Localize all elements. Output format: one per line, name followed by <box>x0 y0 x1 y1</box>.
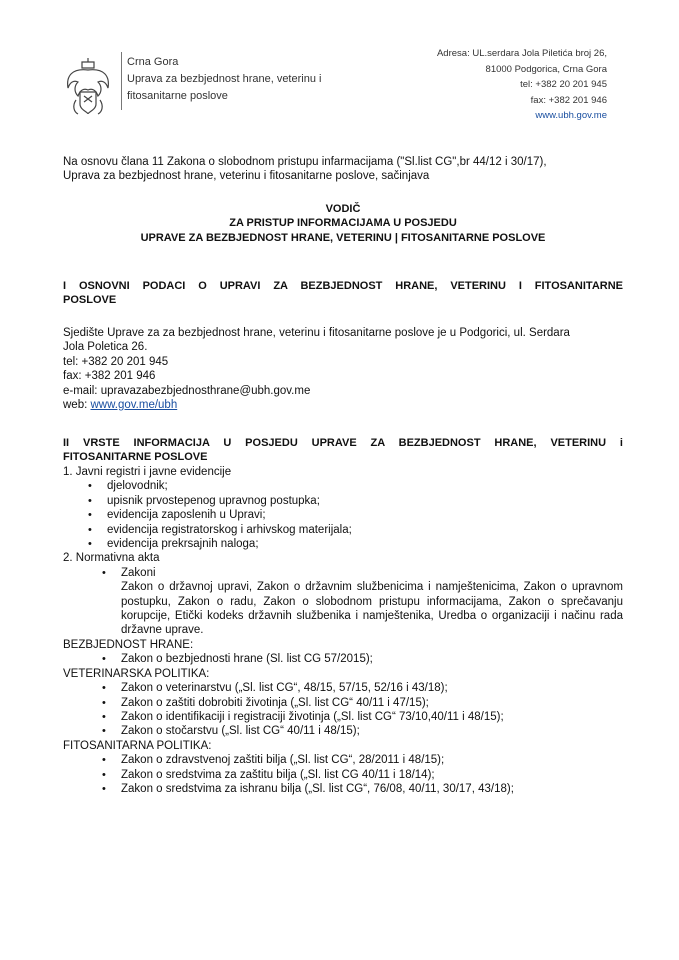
food-laws-list <box>63 652 623 666</box>
coat-of-arms-icon <box>62 56 114 120</box>
list-item-number: 2. Normativna akta <box>63 552 160 565</box>
section2-body <box>63 465 623 796</box>
header-divider <box>121 52 122 110</box>
web-label: web: <box>63 399 91 412</box>
category-heading: BEZBJEDNOST HRANE: <box>63 638 194 651</box>
list-item: • Zakoni <box>96 566 623 580</box>
zakoni-list <box>63 566 623 580</box>
heading-line: POSLOVE <box>63 294 117 307</box>
list-item: • Zakon o identifikaciji i registraciji životinja („Sl. list CG“ 73/10,40/11 i 48/15); <box>96 710 623 724</box>
intro-paragraph <box>63 155 623 184</box>
section2-heading <box>63 436 623 465</box>
organization-name <box>127 54 321 105</box>
website-link[interactable]: www.ubh.gov.me <box>535 110 607 122</box>
list-item: • upisnik prvostepenog upravnog postupka; <box>82 494 623 508</box>
heading-line: II VRSTE INFORMACIJA U POSJEDU UPRAVE ZA BEZBJEDNOST HRANE, VETERINU i <box>63 437 623 449</box>
list-item: • Zakon o bezbjednosti hrane (Sl. list CG 57/2015); <box>96 652 623 666</box>
list-item: • Zakon o sredstvima za zaštitu bilja („Sl. list CG 40/11 i 18/14); <box>96 768 623 782</box>
list-item: • Zakon o zaštiti dobrobiti životinja („Sl. list CG“ 40/11 i 47/15); <box>96 696 623 710</box>
list-item-number: 1. Javni registri i javne evidencije <box>63 466 232 478</box>
web-link[interactable]: www.gov.me/ubh <box>90 399 178 412</box>
category-heading: FITOSANITARNA POLITIKA: <box>63 739 212 752</box>
contact-address-block <box>437 46 607 124</box>
list-item: • Zakon o sredstvima za ishranu bilja („Sl. list CG“, 76/08, 40/11, 30/17, 43/18); <box>96 782 623 796</box>
document-title <box>63 202 623 245</box>
list-item: • evidencija prekrsajnih naloga; <box>82 537 623 551</box>
registers-list <box>63 479 623 551</box>
list-item: • Zakon o stočarstvu („Sl. list CG“ 40/11 i 48/15); <box>96 724 623 738</box>
org-line: Uprava za bezbjednost hrane, veterinu i <box>127 73 322 85</box>
address-line: 81000 Podgorica, Crna Gora <box>485 63 607 75</box>
heading-line: FITOSANITARNE POSLOVE <box>63 451 208 464</box>
zakoni-description: Zakon o državnoj upravi, Zakon o državnim službenicima i namještenicima, Zakon o upravnom postupku, Zakon o radu, Zakon o slobodnom pristupu informacijama, Zakon o sprečavanju korupcije, Etički kodeks državnih službenika i namještenika, Uredba o organizaciji i načinu rada državne uprave. <box>121 581 623 637</box>
web-line <box>63 398 623 412</box>
intro-line: Na osnovu člana 11 Zakona o slobodnom pristupu infarmacijama ("Sl.list CG",br 44/12 i 30/17), <box>63 156 547 168</box>
seat-line: Jola Poletica 26. <box>63 341 148 354</box>
org-line: fitosanitarne poslove <box>127 90 228 102</box>
address-line: fax: +382 201 946 <box>530 94 607 106</box>
email-line: e-mail: upravazabezbjednosthrane@ubh.gov.me <box>63 384 311 397</box>
list-item: • evidencija registratorskog i arhivskog materijala; <box>82 523 623 537</box>
list-item: • evidencija zaposlenih u Upravi; <box>82 508 623 522</box>
vet-laws-list <box>63 681 623 739</box>
fax-line: fax: +382 201 946 <box>63 370 156 383</box>
seat-line: Sjedište Uprave za za bezbjednost hrane, veterinu i fitosanitarne poslove je u Podgorici, ul. Serdara <box>63 327 570 339</box>
list-item: • djelovodnik; <box>82 479 623 493</box>
section1-heading <box>63 279 623 308</box>
phyto-laws-list <box>63 753 623 796</box>
phone-line: tel: +382 20 201 945 <box>63 355 169 368</box>
intro-line: Uprava za bezbjednost hrane, veterinu i fitosanitarne poslove, sačinjava <box>63 170 430 183</box>
title-line: ZA PRISTUP INFORMACIJAMA U POSJEDU <box>229 217 457 230</box>
heading-line: I OSNOVNI PODACI O UPRAVI ZA BEZBJEDNOST HRANE, VETERINU I FITOSANITARNE <box>63 280 623 292</box>
section1-body <box>63 326 623 412</box>
org-line: Crna Gora <box>127 56 179 68</box>
list-item: • Zakon o zdravstvenoj zaštiti bilja („Sl. list CG“, 28/2011 i 48/15); <box>96 753 623 767</box>
category-heading: VETERINARSKA POLITIKA: <box>63 667 210 680</box>
address-line: Adresa: UL.serdara Jola Piletića broj 26, <box>436 48 607 59</box>
address-line: tel: +382 20 201 945 <box>520 79 607 91</box>
title-line: UPRAVE ZA BEZBJEDNOST HRANE, VETERINU | FITOSANITARNE POSLOVE <box>140 231 546 244</box>
list-item: • Zakon o veterinarstvu („Sl. list CG“, 48/15, 57/15, 52/16 i 43/18); <box>96 681 623 695</box>
title-line: VODIČ <box>325 203 361 215</box>
